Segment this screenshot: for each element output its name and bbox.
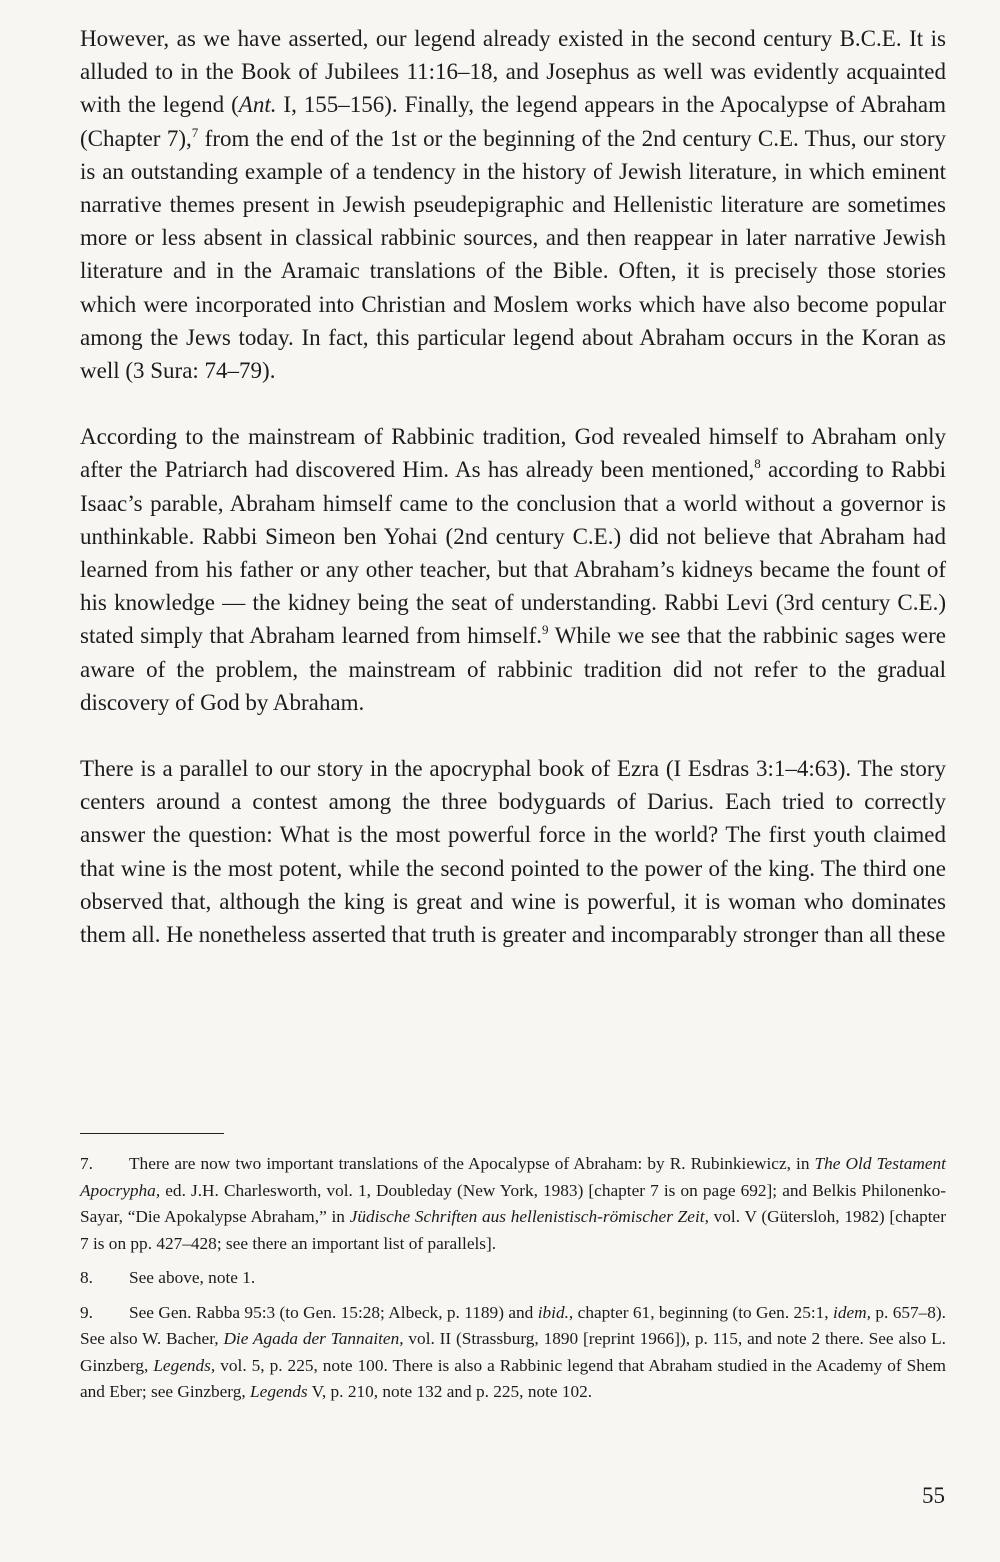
footnote-text xyxy=(129,1268,255,1287)
body-paragraph xyxy=(80,752,946,951)
text-run: See Gen. Rabba 95:3 (to Gen. 15:28; Albeck, p. 1189) and xyxy=(129,1302,538,1322)
text-run: There are now two important translations of the Apocalypse of Abraham: by R. Rubinkiewicz, in xyxy=(129,1154,815,1173)
text-run: vol. V (Gütersloh, 1982) [chapter 7 is on pp. 427–428; see there an important list of parallels]. xyxy=(80,1207,946,1253)
text-run: I, 155–156). Finally, the legend appears in the Apocalypse of Abraham (Chapter 7), xyxy=(80,92,946,151)
italic-text: Ant. xyxy=(238,92,277,118)
text-run: chapter 61, beginning (to Gen. 25:1, xyxy=(573,1302,834,1322)
text-run: according to Rabbi Isaac’s parable, Abraham himself came to the conclusion that a world without a governor is unthinkable. Rabbi Simeon ben Yohai (2nd century C.E.) did not believe that Abraham had learned from his father or any other teacher, but that Abraham’s kidneys became the fount of his knowledge — the kidney being the seat of understanding. Rabbi Levi (3rd century C.E.) stated simply that Abraham learned from himself. xyxy=(80,457,946,649)
text-run: There is a parallel to our story in the apocryphal book of Ezra (I Esdras 3:1–4:63). The story centers around a contest among the three bodyguards of Darius. Each tried to correctly answer the question: What is the most powerful force in the world? The first youth claimed that wine is the most potent, while the second pointed to the power of the king. The third one observed that, although the king is great and wine is powerful, it is woman who dominates them all. He nonetheless asserted that truth is greater and incomparably stronger than all these xyxy=(80,756,946,948)
text-run: ed. J.H. Charlesworth, vol. 1, Doubleday (New York, 1983) [chapter 7 is on page 692]; and Belkis Philonenko-Sayar, “Die Apokalypse Abraham,” in xyxy=(80,1180,946,1226)
footnote-number: 9. xyxy=(80,1302,93,1322)
text-run: vol. II (Strassburg, 1890 [reprint 1966]), p. 115, and note 2 there. See also L. Ginzberg, xyxy=(80,1329,946,1375)
italic-text: idem, xyxy=(833,1302,871,1322)
italic-text: ibid., xyxy=(537,1302,574,1322)
body-paragraph xyxy=(80,420,946,719)
footnote-reference: 8 xyxy=(754,456,761,472)
footnotes xyxy=(80,1133,946,1414)
page-number: 55 xyxy=(922,1483,945,1508)
italic-text: Legends, xyxy=(153,1355,216,1375)
footnote-text xyxy=(80,1303,946,1402)
text-run: p. 657–8). See also W. Bacher, xyxy=(80,1302,946,1348)
italic-text: Jüdische Schriften aus hellenistisch-römischer Zeit, xyxy=(349,1207,709,1226)
text-run: However, as we have asserted, our legend already existed in the second century B.C.E. It is alluded to in the Book of Jubilees 11:16–18, and Josephus as well was evidently acquainted with the legend ( xyxy=(80,26,946,118)
footnote xyxy=(80,1300,946,1406)
footnote xyxy=(80,1265,946,1292)
footnote xyxy=(80,1151,946,1257)
italic-text: Die Agada der Tannaiten, xyxy=(223,1329,404,1348)
main-text xyxy=(80,22,946,951)
text-run: According to the mainstream of Rabbinic tradition, God revealed himself to Abraham only after the Patriarch had discovered Him. As has already been mentioned, xyxy=(80,424,946,483)
footnote-number: 7. xyxy=(80,1154,93,1173)
text-run: vol. 5, p. 225, note 100. There is also a Rabbinic legend that Abraham studied in the Academy of Shem and Eber; see Ginzberg, xyxy=(80,1355,946,1401)
footnote-number: 8. xyxy=(80,1268,93,1287)
text-run: from the end of the 1st or the beginning of the 2nd century C.E. Thus, our story is an outstanding example of a tendency in the history of Jewish literature, in which eminent narrative themes present in Jewish pseudepigraphic and Hellenistic literature are sometimes more or less absent in classical rabbinic sources, and then reappear in later narrative Jewish literature and in the Aramaic translations of the Bible. Often, it is precisely those stories which were incorporated into Christian and Moslem works which have also become popular among the Jews today. In fact, this particular legend about Abraham occurs in the Koran as well (3 Sura: 74–79). xyxy=(80,125,946,384)
footnote-reference: 7 xyxy=(191,124,199,140)
footnote-text xyxy=(80,1154,946,1253)
footnote-reference: 9 xyxy=(542,622,549,638)
italic-text: Legends xyxy=(250,1382,308,1401)
body-paragraph xyxy=(80,22,946,387)
footnote-divider xyxy=(80,1133,224,1134)
text-run: See above, note 1. xyxy=(129,1268,256,1287)
text-run: V, p. 210, note 132 and p. 225, note 102. xyxy=(307,1382,593,1401)
italic-text: The Old Testament Apocrypha, xyxy=(80,1154,946,1200)
text-run: While we see that the rabbinic sages were aware of the problem, the mainstream of rabbinic tradition did not refer to the gradual discovery of God by Abraham. xyxy=(80,623,946,715)
